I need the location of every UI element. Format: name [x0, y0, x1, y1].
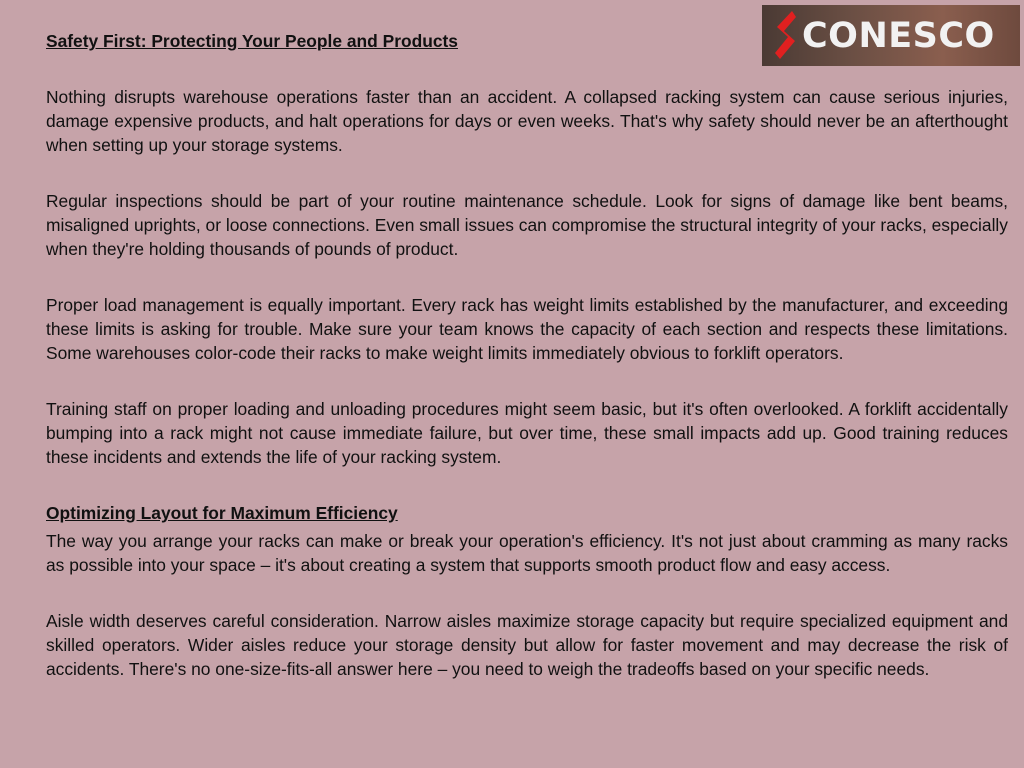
logo-text: CONESCO	[802, 16, 995, 56]
paragraph: Aisle width deserves careful consideration. Narrow aisles maximize storage capacity but require specialized equipment and skilled operators. Wider aisles reduce your storage density but allow for faster movement and may decrease the risk of accidents. There's no one-size-fits-all answer here – you need to weigh the tradeoffs based on your specific needs.	[46, 611, 1008, 679]
paragraph: Training staff on proper loading and unloading procedures might seem basic, but it's often overlooked. A forklift accidentally bumping into a rack might not cause immediate failure, but over time, these small impacts add up. Good training reduces these incidents and extends the life of your racking system.	[46, 399, 1008, 467]
paragraph: Proper load management is equally important. Every rack has weight limits established by the manufacturer, and exceeding these limits is asking for trouble. Make sure your team knows the capacity of each section and respects these limitations. Some warehouses color-code their racks to make weight limits immediately obvious to forklift operators.	[46, 295, 1008, 363]
section-heading-safety: Safety First: Protecting Your People and Products	[46, 31, 458, 51]
paragraph: Nothing disrupts warehouse operations faster than an accident. A collapsed racking system can cause serious injuries, damage expensive products, and halt operations for days or even weeks. That's why safety should never be an afterthought when setting up your storage systems.	[46, 87, 1008, 155]
section-heading-layout: Optimizing Layout for Maximum Efficiency	[46, 503, 398, 523]
article-content	[46, 29, 1008, 681]
paragraph: The way you arrange your racks can make or break your operation's efficiency. It's not just about cramming as many racks as possible into your space – it's about creating a system that supports smooth product flow and easy access.	[46, 531, 1008, 575]
paragraph: Regular inspections should be part of your routine maintenance schedule. Look for signs of damage like bent beams, misaligned uprights, or loose connections. Even small issues can compromise the structural integrity of your racks, especially when they're holding thousands of pounds of product.	[46, 191, 1008, 259]
